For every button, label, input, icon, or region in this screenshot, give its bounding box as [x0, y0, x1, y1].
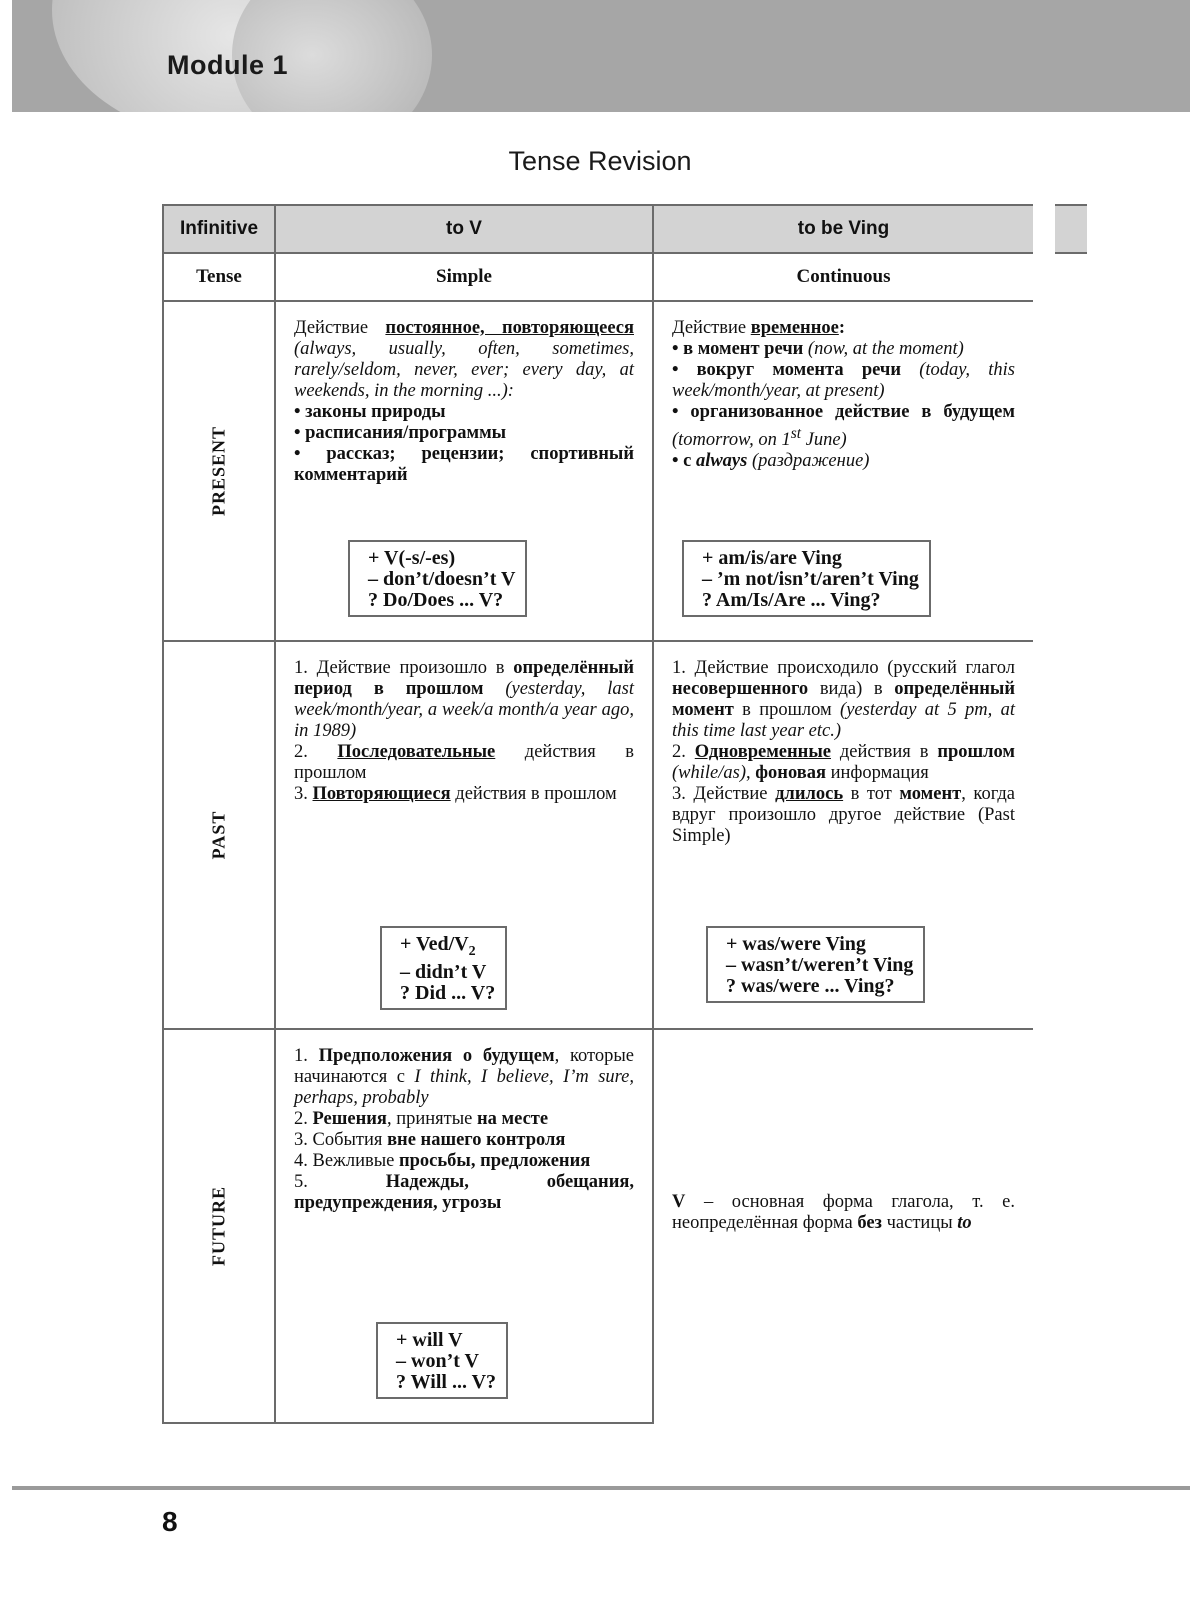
past-continuous-cell — [653, 641, 1033, 1029]
base-form-note: V – основная форма глагола, т. е. неопределённая форма без частицы to — [672, 1192, 1015, 1233]
future-row — [163, 1029, 1033, 1423]
formula-question: ? Am/Is/Are ... Ving? — [702, 589, 881, 611]
past-row — [163, 641, 1033, 1029]
page-number: 8 — [162, 1506, 178, 1537]
tense-subheader: Tense — [163, 253, 275, 301]
past-simple-formula-box — [380, 926, 507, 1010]
present-simple-description: Действие постоянное, повторяющееся (always, usually, often, sometimes, rarely/seldom, never, ever; every day, at weekends, in the morning ...): • законы природы • расписания/программы • рассказ; рецензии; спортивный комментарий — [294, 318, 634, 485]
future-simple-cell — [275, 1029, 653, 1423]
past-simple-cell — [275, 641, 653, 1029]
module-header-band — [12, 0, 1190, 112]
page-title: Tense Revision — [508, 146, 692, 176]
formula-affirmative: + will V — [396, 1329, 463, 1351]
past-continuous-description: 1. Действие происходило (русский глагол несовершенного вида) в определённый момент в прошлом (yesterday at 5 pm, at this time last year etc.) 2. Одновременные действия в прошлом (while/as), фоновая информация 3. Действие длилось в тот момент, когда вдруг произошло другое действие (Past Simple) — [672, 658, 1016, 846]
future-label: FUTURE — [208, 1185, 229, 1267]
to-v-header: to V — [275, 205, 653, 253]
formula-negative: – don’t/doesn’t V — [368, 568, 516, 590]
infinitive-header: Infinitive — [163, 205, 275, 253]
tense-revision-table — [162, 204, 1033, 1424]
formula-question: ? was/were ... Ving? — [726, 975, 895, 997]
present-label-cell — [163, 301, 275, 641]
simple-subheader: Simple — [275, 253, 653, 301]
formula-question: ? Will ... V? — [396, 1371, 497, 1393]
formula-affirmative: + am/is/are Ving — [702, 547, 842, 569]
past-label-cell — [163, 641, 275, 1029]
past-simple-description: 1. Действие произошло в определённый период в прошлом (yesterday, last week/month/year, a week/a month/a year ago, in 1989) 2. Последовательные действия в прошлом 3. Повторяющиеся действия в прошлом — [294, 658, 635, 804]
present-continuous-formula-box — [682, 540, 931, 617]
table-subheader-row — [163, 253, 1033, 301]
present-simple-cell — [275, 301, 653, 641]
table-header-extension — [1055, 204, 1087, 254]
present-simple-formula-box — [348, 540, 527, 617]
module-title: Module 1 — [167, 50, 289, 80]
present-label: PRESENT — [208, 425, 229, 517]
footer-rule — [12, 1486, 1190, 1490]
to-be-ving-header: to be Ving — [653, 205, 1033, 253]
future-simple-formula-box — [376, 1322, 508, 1399]
formula-question: ? Did ... V? — [400, 982, 496, 1004]
past-label: PAST — [208, 810, 229, 860]
formula-affirmative: + Ved/$V_2$ — [400, 933, 476, 959]
past-continuous-formula-box — [706, 926, 925, 1003]
formula-affirmative: + V(-s/-es) — [368, 547, 456, 569]
present-row — [163, 301, 1033, 641]
formula-negative: – ’m not/isn’t/aren’t Ving — [702, 568, 919, 590]
future-label-cell — [163, 1029, 275, 1423]
future-note-cell — [653, 1029, 1033, 1423]
continuous-subheader: Continuous — [653, 253, 1033, 301]
formula-negative: – won’t V — [396, 1350, 479, 1372]
future-simple-description: 1. Предположения о будущем, которые начинаются с I think, I believe, I’m sure, perhaps, probably 2. Решения, принятые на месте 3. События вне нашего контроля 4. Вежливые просьбы, предложения 5. Надежды, обещания, предупреждения, угрозы — [294, 1046, 635, 1213]
formula-negative: – didn’t V — [400, 961, 487, 983]
present-continuous-cell — [653, 301, 1033, 641]
formula-affirmative: + was/were Ving — [726, 933, 866, 955]
formula-question: ? Do/Does ... V? — [368, 589, 504, 611]
table-header-row — [163, 205, 1033, 253]
present-continuous-description: Действие временное: • в момент речи (now, at the moment) • вокруг момента речи (today, this week/month/year, at present) • организованное действие в будущем (tomorrow, on 1st June) • с always (раздражение) — [672, 318, 1015, 472]
formula-negative: – wasn’t/weren’t Ving — [726, 954, 914, 976]
